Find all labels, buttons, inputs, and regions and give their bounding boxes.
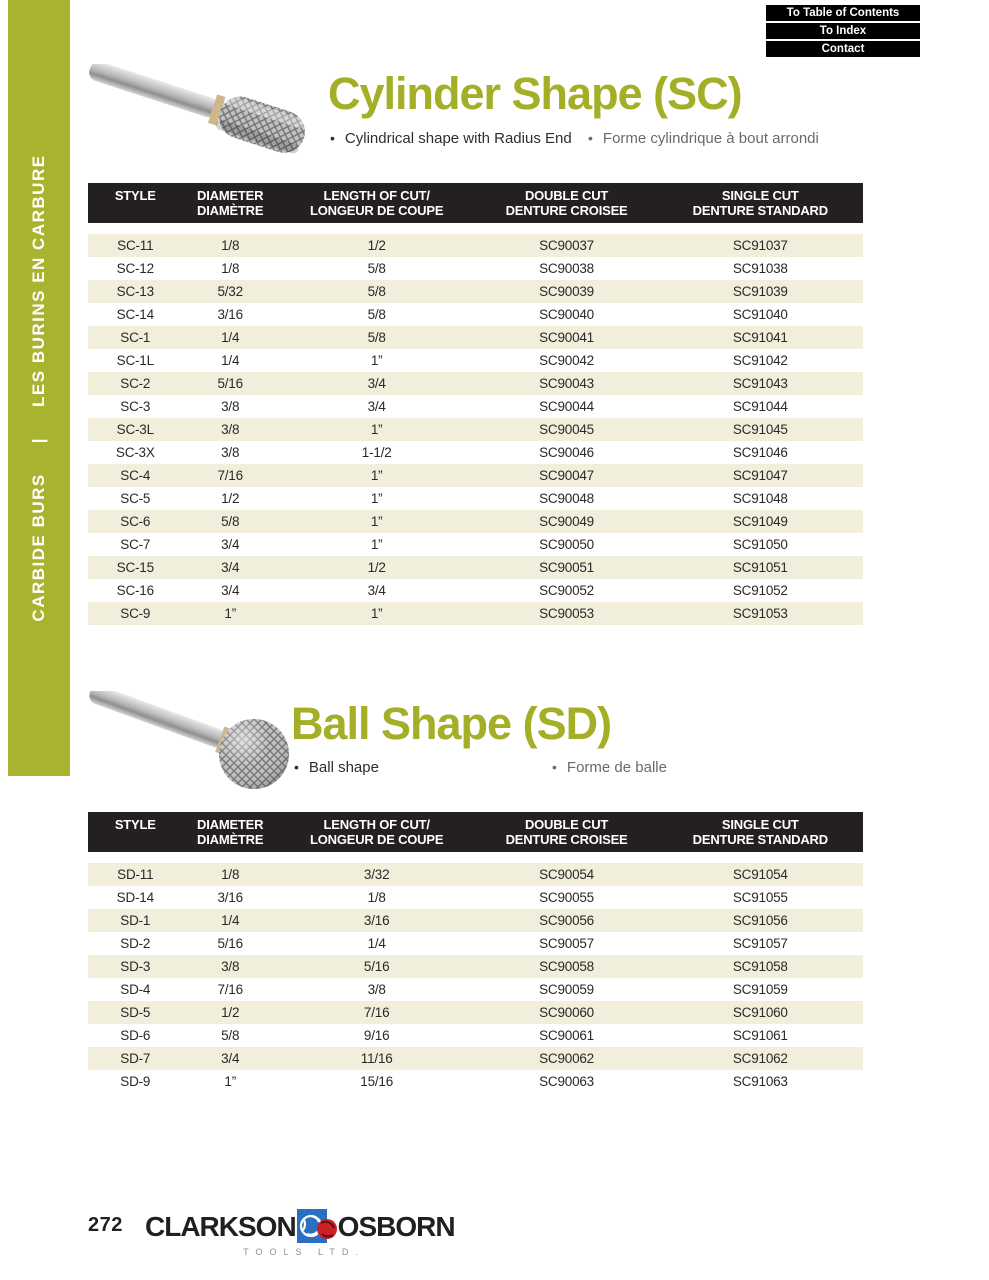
table-cell: SC91044	[732, 399, 788, 414]
table-cell: SC91046	[732, 445, 788, 460]
sd-table-body	[88, 863, 863, 1093]
table-cell: 7/16	[217, 982, 243, 997]
table-cell: SC90048	[539, 491, 594, 506]
table-row	[88, 1001, 863, 1024]
sidebar	[8, 0, 70, 776]
brand-subtitle: TOOLS LTD.	[243, 1247, 365, 1257]
table-cell: 1”	[370, 422, 383, 437]
table-cell: SC-1	[120, 330, 151, 345]
table-row	[88, 303, 863, 326]
table-cell: SD-2	[120, 936, 151, 951]
page-number: 272	[88, 1214, 123, 1236]
table-cell: SC-12	[116, 261, 154, 276]
brand-osborn: OSBORN	[337, 1211, 455, 1242]
table-cell: SC91057	[732, 936, 788, 951]
table-cell: 1/8	[221, 261, 240, 276]
table-cell: 9/16	[363, 1028, 390, 1043]
table-cell: 5/8	[221, 1028, 240, 1043]
table-cell: 3/8	[367, 982, 386, 997]
table-cell: SD-1	[120, 913, 151, 928]
table-cell: SC-3	[120, 399, 151, 414]
table-row	[88, 441, 863, 464]
table-cell: 11/16	[360, 1051, 393, 1066]
table-cell: 5/8	[367, 284, 386, 299]
table-cell: SC-13	[116, 284, 154, 299]
table-cell: 1/8	[221, 867, 240, 882]
table-cell: 3/4	[221, 1051, 240, 1066]
bullet-icon: •	[330, 130, 335, 146]
table-cell: 3/4	[367, 376, 386, 391]
sidebar-vertical-label	[29, 154, 49, 621]
bullet-ball-fr: • Forme de balle	[552, 759, 667, 776]
column-header: SINGLE CUT DENTURE STANDARD	[692, 817, 828, 847]
table-row	[88, 556, 863, 579]
table-cell: 5/16	[217, 936, 243, 951]
table-cell: SC90044	[539, 399, 594, 414]
section-title-cylinder: Cylinder Shape (SC)	[328, 68, 742, 119]
table-cell: SC90053	[539, 606, 594, 621]
table-cell: SC91055	[732, 890, 788, 905]
table-cell: SC91040	[732, 307, 788, 322]
nav-button-table-of-contents[interactable]: To Table of Contents	[766, 5, 920, 21]
nav-button-index[interactable]: To Index	[766, 23, 920, 39]
table-cell: 3/8	[221, 422, 240, 437]
column-header: SINGLE CUT DENTURE STANDARD	[692, 188, 828, 218]
bullet-icon: •	[294, 759, 299, 775]
table-cell: SC-6	[120, 514, 151, 529]
table-cell: SC91039	[732, 284, 788, 299]
table-cell: 5/8	[367, 307, 386, 322]
brand-logo	[145, 1208, 463, 1257]
sd-table	[88, 812, 863, 1093]
table-cell: SC-15	[116, 560, 154, 575]
table-row	[88, 349, 863, 372]
table-cell: SC-7	[120, 537, 151, 552]
table-cell: SC-2	[120, 376, 151, 391]
table-cell: SD-7	[120, 1051, 151, 1066]
table-row	[88, 326, 863, 349]
table-cell: 1/8	[221, 238, 240, 253]
table-cell: SC91037	[732, 238, 788, 253]
table-cell: SC-3L	[116, 422, 154, 437]
table-cell: SC90050	[539, 537, 594, 552]
table-cell: SC90061	[539, 1028, 594, 1043]
table-row	[88, 1070, 863, 1093]
table-cell: SC91043	[732, 376, 788, 391]
table-cell: SC-9	[120, 606, 151, 621]
table-cell: SC90063	[539, 1074, 594, 1089]
table-cell: SD-11	[117, 867, 154, 882]
clarkson-osborn-logo-icon	[297, 1208, 337, 1246]
table-cell: 5/8	[221, 514, 240, 529]
table-cell: SC90038	[539, 261, 594, 276]
table-cell: SC91053	[732, 606, 788, 621]
table-cell: 3/4	[221, 537, 240, 552]
table-cell: 1/2	[221, 491, 240, 506]
table-cell: SC91050	[732, 537, 788, 552]
section-title-ball: Ball Shape (SD)	[291, 698, 612, 749]
table-cell: SD-5	[120, 1005, 151, 1020]
bullet-icon: •	[588, 130, 593, 146]
table-cell: SC91038	[732, 261, 788, 276]
table-cell: SC91062	[732, 1051, 788, 1066]
table-cell: 7/16	[217, 468, 243, 483]
table-cell: SC91052	[732, 583, 788, 598]
table-cell: SC90058	[539, 959, 594, 974]
sidebar-label-fr: LES BURINS EN CARBURE	[29, 154, 48, 407]
table-cell: 3/16	[217, 307, 243, 322]
table-cell: 1”	[370, 537, 383, 552]
cylinder-bur-image	[82, 64, 322, 172]
table-cell: 1/4	[221, 913, 240, 928]
table-cell: SC91058	[732, 959, 788, 974]
table-cell: SC90054	[539, 867, 594, 882]
table-row	[88, 487, 863, 510]
table-cell: SC90039	[539, 284, 594, 299]
table-cell: SC91060	[732, 1005, 788, 1020]
brand-clarkson: CLARKSON	[145, 1211, 296, 1242]
column-header: DOUBLE CUT DENTURE CROISEE	[505, 188, 628, 218]
table-cell: 1/4	[221, 330, 240, 345]
table-cell: 3/4	[367, 583, 386, 598]
nav-button-contact[interactable]: Contact	[766, 41, 920, 57]
table-cell: SC90043	[539, 376, 594, 391]
table-cell: SC91045	[732, 422, 788, 437]
table-row	[88, 579, 863, 602]
table-cell: SC91042	[732, 353, 788, 368]
table-cell: SC-11	[117, 238, 154, 253]
sd-table-header	[88, 812, 863, 852]
table-row	[88, 932, 863, 955]
table-cell: 1”	[370, 514, 383, 529]
table-cell: SC90037	[539, 238, 594, 253]
table-row	[88, 280, 863, 303]
table-cell: SC91047	[732, 468, 788, 483]
table-cell: SC90057	[539, 936, 594, 951]
table-cell: SD-14	[116, 890, 154, 905]
table-row	[88, 234, 863, 257]
table-cell: SC-5	[120, 491, 151, 506]
table-cell: SC91048	[732, 491, 788, 506]
table-row	[88, 418, 863, 441]
table-cell: SC-4	[120, 468, 151, 483]
table-cell: 7/16	[363, 1005, 390, 1020]
table-cell: SC90047	[539, 468, 594, 483]
table-cell: SC90051	[539, 560, 594, 575]
table-row	[88, 533, 863, 556]
table-cell: 1”	[370, 353, 383, 368]
sidebar-label-separator: |	[29, 436, 48, 444]
table-cell: SC90040	[539, 307, 594, 322]
sc-table-header	[88, 183, 863, 223]
column-header: DOUBLE CUT DENTURE CROISEE	[505, 817, 628, 847]
table-row	[88, 886, 863, 909]
table-cell: 5/16	[217, 376, 243, 391]
table-cell: SC91041	[732, 330, 788, 345]
table-cell: 3/16	[217, 890, 243, 905]
table-cell: 3/8	[221, 399, 240, 414]
table-cell: 1/4	[367, 936, 386, 951]
table-cell: SC90052	[539, 583, 594, 598]
table-cell: SD-3	[120, 959, 151, 974]
table-cell: 1/2	[221, 1005, 240, 1020]
table-cell: SC-3X	[115, 445, 155, 460]
table-cell: 3/32	[363, 867, 390, 882]
table-cell: 1”	[370, 491, 383, 506]
table-cell: SD-6	[120, 1028, 151, 1043]
table-cell: SC91051	[732, 560, 788, 575]
table-cell: 1/2	[367, 238, 386, 253]
nav-buttons	[766, 5, 920, 59]
table-cell: 15/16	[360, 1074, 394, 1089]
table-cell: SC90056	[539, 913, 594, 928]
table-cell: 3/8	[221, 959, 240, 974]
column-header: DIAMETER DIAMÈTRE	[197, 188, 264, 218]
bullet-cylinder-fr: • Forme cylindrique à bout arrondi	[588, 130, 819, 147]
table-cell: SC91054	[732, 867, 788, 882]
table-cell: 3/4	[221, 583, 240, 598]
table-cell: SC90045	[539, 422, 594, 437]
table-row	[88, 510, 863, 533]
table-cell: SC90060	[539, 1005, 594, 1020]
table-row	[88, 602, 863, 625]
ball-bur-image	[82, 691, 297, 809]
table-cell: SD-9	[120, 1074, 151, 1089]
table-row	[88, 909, 863, 932]
table-cell: 1/8	[367, 890, 386, 905]
sidebar-label-en: CARBIDE BURS	[29, 473, 48, 622]
table-cell: SC90046	[539, 445, 594, 460]
column-header: LENGTH OF CUT/ LONGEUR DE COUPE	[310, 817, 444, 847]
table-cell: 1-1/2	[361, 445, 392, 460]
table-cell: SC90062	[539, 1051, 594, 1066]
table-cell: 1/4	[221, 353, 240, 368]
table-row	[88, 1047, 863, 1070]
column-header: STYLE	[114, 817, 156, 832]
table-cell: SC-14	[116, 307, 154, 322]
table-cell: SC91056	[732, 913, 788, 928]
table-cell: SC91061	[732, 1028, 788, 1043]
bullet-ball-en: • Ball shape	[294, 759, 379, 776]
column-header: LENGTH OF CUT/ LONGEUR DE COUPE	[310, 188, 444, 218]
table-cell: 5/16	[363, 959, 390, 974]
table-row	[88, 955, 863, 978]
table-cell: 1”	[370, 606, 383, 621]
table-row	[88, 257, 863, 280]
table-cell: 1/2	[367, 560, 386, 575]
bullet-cylinder-en: • Cylindrical shape with Radius End	[330, 130, 572, 147]
table-cell: 3/4	[221, 560, 240, 575]
table-row	[88, 464, 863, 487]
table-cell: 1”	[370, 468, 383, 483]
table-row	[88, 372, 863, 395]
table-cell: SC-1L	[116, 353, 154, 368]
column-header: STYLE	[114, 188, 156, 203]
table-row	[88, 863, 863, 886]
table-row	[88, 395, 863, 418]
table-cell: SC90055	[539, 890, 594, 905]
table-cell: SC91063	[732, 1074, 788, 1089]
table-cell: SC91049	[732, 514, 788, 529]
sc-table-body	[88, 234, 863, 625]
table-cell: SD-4	[120, 982, 151, 997]
table-cell: 5/8	[367, 330, 386, 345]
table-row	[88, 978, 863, 1001]
table-row	[88, 1024, 863, 1047]
table-cell: 5/32	[217, 284, 243, 299]
table-cell: 3/4	[367, 399, 386, 414]
table-cell: SC90059	[539, 982, 594, 997]
table-cell: SC90049	[539, 514, 594, 529]
table-cell: 5/8	[367, 261, 386, 276]
bullet-icon: •	[552, 759, 557, 775]
table-cell: SC90042	[539, 353, 594, 368]
column-header: DIAMETER DIAMÈTRE	[197, 817, 264, 847]
table-cell: 1”	[224, 1074, 236, 1089]
table-cell: 1”	[224, 606, 236, 621]
sc-table	[88, 183, 863, 625]
table-cell: SC90041	[539, 330, 594, 345]
table-cell: SC91059	[732, 982, 788, 997]
table-cell: 3/16	[363, 913, 390, 928]
table-cell: 3/8	[221, 445, 240, 460]
table-cell: SC-16	[116, 583, 154, 598]
